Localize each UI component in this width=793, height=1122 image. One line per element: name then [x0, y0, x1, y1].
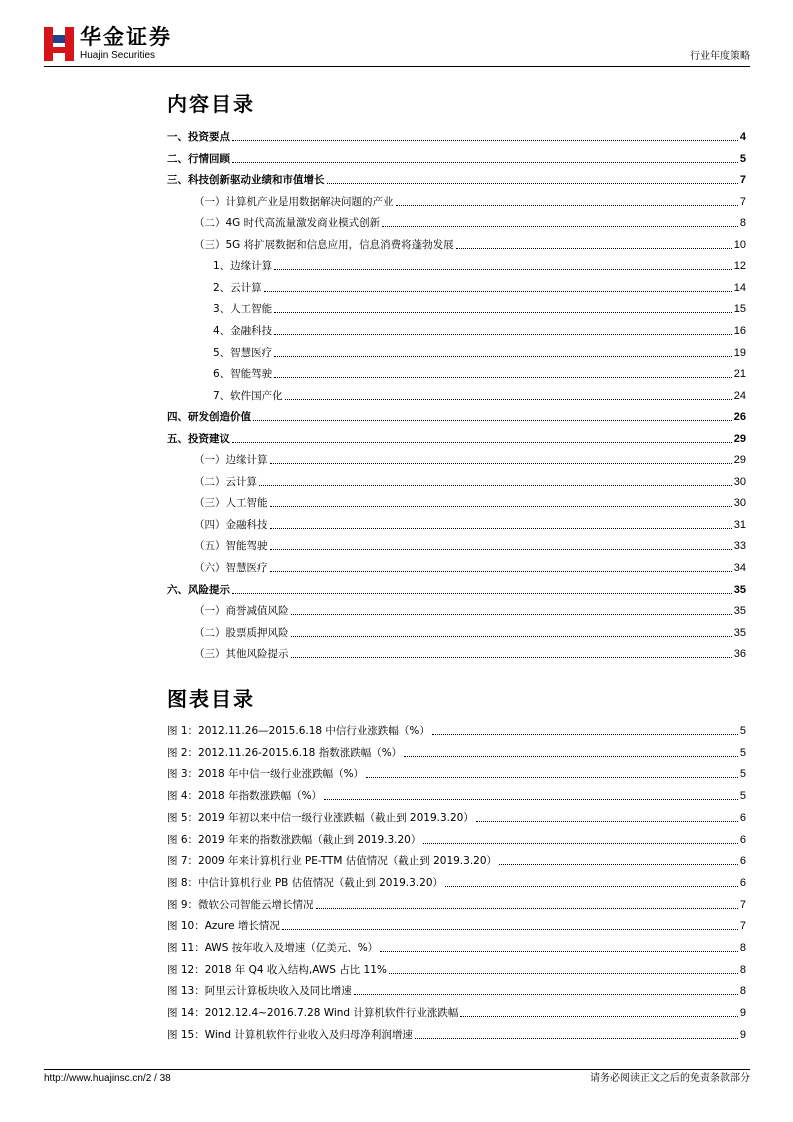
document-type: 行业年度策略	[690, 51, 750, 62]
leader-dots	[274, 269, 732, 270]
header-divider	[44, 66, 750, 67]
leader-dots	[274, 334, 732, 335]
leader-dots	[274, 312, 732, 313]
entry-page-number: 35	[733, 626, 746, 639]
entry-label: 图 15：Wind 计算机软件行业收入及归母净利润增速	[167, 1028, 413, 1041]
toc-entry[interactable]	[167, 430, 746, 446]
toc-entry[interactable]	[167, 171, 746, 187]
leader-dots	[270, 506, 732, 507]
entry-label: 二、行情回顾	[167, 152, 230, 165]
toc-entry[interactable]	[167, 494, 746, 510]
figure-entry[interactable]	[167, 831, 746, 847]
leader-dots	[404, 756, 738, 757]
entry-label: 7、软件国产化	[213, 389, 283, 402]
leader-dots	[274, 356, 732, 357]
toc-entry[interactable]	[167, 279, 746, 295]
leader-dots	[382, 226, 738, 227]
toc-entry[interactable]	[167, 451, 746, 467]
toc-entry[interactable]	[167, 581, 746, 597]
entry-page-number: 6	[739, 855, 746, 868]
entry-label: 一、投资要点	[167, 131, 230, 143]
leader-dots	[232, 442, 732, 443]
entry-label: 三、科技创新驱动业绩和市值增长	[167, 174, 325, 187]
figure-entry[interactable]	[167, 809, 746, 825]
entry-page-number: 5	[739, 768, 746, 781]
entry-page-number: 35	[733, 605, 746, 618]
toc-entry[interactable]	[167, 537, 746, 553]
toc-entry[interactable]	[167, 624, 746, 640]
leader-dots	[476, 821, 738, 822]
entry-page-number: 8	[739, 942, 746, 954]
toc-entry[interactable]	[167, 150, 746, 166]
entry-label: 3、人工智能	[213, 303, 273, 316]
entry-page-number: 8	[739, 217, 746, 230]
leader-dots	[354, 994, 738, 995]
toc-entry[interactable]	[167, 214, 746, 230]
toc-entry[interactable]	[167, 473, 746, 489]
leader-dots	[324, 799, 738, 800]
entry-label: （三）5G 将扩展数据和信息应用，信息消费将蓬勃发展	[194, 238, 454, 251]
entry-label: 1、边缘计算	[213, 260, 273, 273]
leader-dots	[232, 162, 738, 163]
entry-label: 图 3：2018 年中信一级行业涨跌幅（%）	[167, 768, 365, 781]
entry-label: 图 8：中信计算机行业 PB 估值情况（截止到 2019.3.20）	[167, 876, 444, 889]
entry-page-number: 7	[739, 195, 746, 208]
leader-dots	[270, 549, 732, 550]
leader-dots	[253, 420, 732, 421]
entry-label: （一）边缘计算	[194, 454, 268, 467]
leader-dots	[460, 1016, 737, 1017]
figure-entry[interactable]	[167, 917, 746, 933]
entry-page-number: 7	[739, 174, 746, 187]
entry-page-number: 21	[733, 368, 746, 381]
toc-entry[interactable]	[167, 300, 746, 316]
entry-page-number: 35	[733, 583, 746, 596]
entry-page-number: 30	[733, 497, 746, 510]
entry-label: （五）智能驾驶	[194, 540, 268, 553]
leader-dots	[396, 205, 738, 206]
toc-entry[interactable]	[167, 516, 746, 532]
entry-page-number: 19	[733, 346, 746, 359]
leader-dots	[232, 593, 732, 594]
entry-page-number: 8	[739, 985, 746, 998]
figure-entry[interactable]	[167, 982, 746, 998]
leader-dots	[291, 636, 732, 637]
entry-label: 五、投资建议	[167, 432, 230, 445]
entry-label: 图 9：微软公司智能云增长情况	[167, 898, 314, 911]
entry-label: 图 1：2012.11.26—2015.6.18 中信行业涨跌幅（%）	[167, 725, 430, 737]
entry-label: （二）股票质押风险	[194, 626, 289, 639]
leader-dots	[274, 377, 732, 378]
entry-page-number: 4	[739, 131, 746, 143]
figure-entry[interactable]	[167, 765, 746, 781]
entry-label: （三）人工智能	[194, 497, 268, 510]
entry-label: 图 4：2018 年指数涨跌幅（%）	[167, 790, 323, 803]
entry-page-number: 29	[733, 454, 746, 467]
entry-label: 5、智慧医疗	[213, 346, 273, 359]
brand-name-en: Huajin Securities	[80, 50, 156, 61]
entry-label: 图 14：2012.12.4~2016.7.28 Wind 计算机软件行业涨跌幅	[167, 1007, 459, 1020]
entry-page-number: 36	[733, 648, 746, 661]
toc-entry[interactable]	[167, 559, 746, 575]
page-header	[0, 0, 793, 70]
entry-page-number: 6	[739, 811, 746, 824]
leader-dots	[270, 528, 732, 529]
entry-page-number: 5	[739, 790, 746, 803]
entry-page-number: 26	[733, 411, 746, 424]
leader-dots	[270, 571, 732, 572]
entry-label: 2、云计算	[213, 281, 262, 294]
leader-dots	[232, 140, 738, 141]
leader-dots	[316, 908, 738, 909]
entry-page-number: 5	[739, 746, 746, 759]
entry-label: （六）智慧医疗	[194, 562, 268, 574]
entry-label: 六、风险提示	[167, 583, 230, 596]
toc-entry[interactable]	[167, 344, 746, 360]
toc-entry[interactable]	[167, 602, 746, 618]
figure-entry[interactable]	[167, 896, 746, 912]
entry-page-number: 16	[733, 324, 746, 337]
toc-entry[interactable]	[167, 193, 746, 209]
leader-dots	[270, 463, 732, 464]
toc-entry[interactable]	[167, 322, 746, 338]
entry-label: 图 12：2018 年 Q4 收入结构,AWS 占比 11%	[167, 963, 387, 976]
leader-dots	[445, 886, 738, 887]
leader-dots	[432, 734, 738, 735]
figure-entry[interactable]	[167, 874, 746, 890]
entry-label: （二）云计算	[194, 475, 257, 488]
entry-page-number: 24	[733, 389, 746, 402]
figure-entry[interactable]	[167, 1004, 746, 1020]
leader-dots	[415, 1038, 738, 1039]
figure-entry[interactable]	[167, 961, 746, 977]
leader-dots	[285, 399, 732, 400]
entry-page-number: 12	[733, 260, 746, 273]
entry-page-number: 5	[739, 152, 746, 165]
entry-label: （四）金融科技	[194, 518, 268, 531]
entry-page-number: 34	[733, 562, 746, 574]
entry-page-number: 29	[733, 432, 746, 445]
toc-entry[interactable]	[167, 645, 746, 661]
leader-dots	[291, 614, 732, 615]
entry-page-number: 9	[739, 1028, 746, 1041]
entry-label: （一）计算机产业是用数据解决问题的产业	[194, 195, 394, 208]
toc-entry[interactable]	[167, 257, 746, 273]
contents-title: 内容目录	[167, 92, 255, 116]
footer-divider	[44, 1069, 750, 1070]
figures-title: 图表目录	[167, 687, 255, 711]
figure-entry[interactable]	[167, 787, 746, 803]
leader-dots	[282, 929, 738, 930]
leader-dots	[291, 657, 732, 658]
toc-entry[interactable]	[167, 236, 746, 252]
entry-page-number: 6	[739, 876, 746, 889]
leader-dots	[380, 951, 738, 952]
figure-entry[interactable]	[167, 852, 746, 868]
entry-page-number: 8	[739, 963, 746, 976]
entry-label: （二）4G 时代高流量激发商业模式创新	[194, 217, 381, 230]
entry-label: 图 2：2012.11.26-2015.6.18 指数涨跌幅（%）	[167, 746, 403, 759]
entry-label: 图 7：2009 年来计算机行业 PE-TTM 估值情况（截止到 2019.3.20）	[167, 855, 498, 868]
entry-page-number: 10	[733, 238, 746, 251]
entry-page-number: 15	[733, 303, 746, 316]
entry-page-number: 7	[739, 898, 746, 911]
entry-label: 6、智能驾驶	[213, 368, 273, 381]
footer-disclaimer: 请务必阅读正文之后的免责条款部分	[590, 1073, 750, 1084]
leader-dots	[259, 485, 732, 486]
entry-page-number: 6	[739, 833, 746, 846]
toc-entry[interactable]	[167, 365, 746, 381]
figure-entry[interactable]	[167, 939, 746, 955]
entry-label: （一）商誉减值风险	[194, 605, 289, 618]
entry-label: 图 6：2019 年来的指数涨跌幅（截止到 2019.3.20）	[167, 833, 422, 846]
entry-label: 图 5：2019 年初以来中信一级行业涨跌幅（截止到 2019.3.20）	[167, 811, 474, 824]
huajin-logo-icon	[44, 27, 74, 61]
entry-page-number: 9	[739, 1007, 746, 1020]
entry-page-number: 5	[739, 725, 746, 737]
leader-dots	[366, 777, 738, 778]
leader-dots	[456, 248, 732, 249]
figure-entry[interactable]	[167, 1026, 746, 1042]
toc-entry[interactable]	[167, 408, 746, 424]
brand-name-cn: 华金证券	[80, 25, 172, 49]
entry-page-number: 31	[733, 518, 746, 531]
leader-dots	[264, 291, 732, 292]
entry-label: 4、金融科技	[213, 324, 273, 337]
entry-label: 图 10：Azure 增长情况	[167, 920, 280, 933]
footer-url-page[interactable]: http://www.huajinsc.cn/2 / 38	[44, 1073, 171, 1084]
entry-page-number: 30	[733, 475, 746, 488]
toc-entry[interactable]	[167, 128, 746, 144]
entry-label: 图 11：AWS 按年收入及增速（亿美元、%）	[167, 942, 379, 954]
figure-entry[interactable]	[167, 744, 746, 760]
entry-page-number: 7	[739, 920, 746, 933]
entry-page-number: 14	[733, 281, 746, 294]
entry-label: 图 13：阿里云计算板块收入及同比增速	[167, 985, 352, 998]
leader-dots	[423, 843, 738, 844]
toc-entry[interactable]	[167, 387, 746, 403]
entry-label: （三）其他风险提示	[194, 648, 289, 661]
entry-page-number: 33	[733, 540, 746, 553]
leader-dots	[389, 973, 738, 974]
entry-label: 四、研发创造价值	[167, 411, 251, 424]
figure-entry[interactable]	[167, 722, 746, 738]
leader-dots	[327, 183, 738, 184]
leader-dots	[499, 864, 738, 865]
